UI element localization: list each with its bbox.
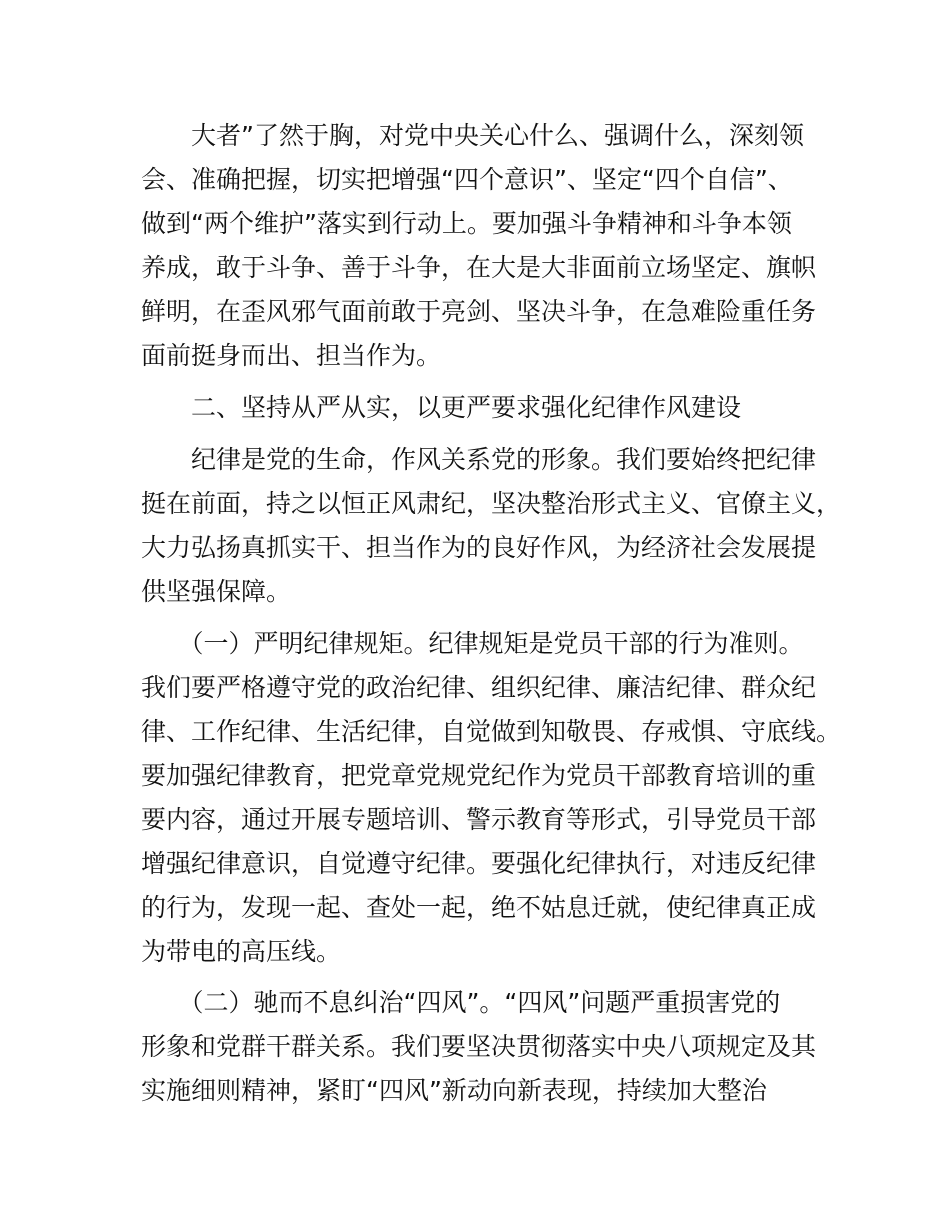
text-line: 养成，敢于斗争、善于斗争，在大是大非面前立场坚定、旗帜 xyxy=(141,253,817,282)
text-line: 形象和党群干群关系。我们要坚决贯彻落实中央八项规定及其 xyxy=(141,1032,817,1061)
text-line: 供坚强保障。 xyxy=(141,577,292,606)
text-line: 为带电的高压线。 xyxy=(141,937,342,966)
text-line: 鲜明，在歪风邪气面前敢于亮剑、坚决斗争，在急难险重任务 xyxy=(141,297,817,326)
text-line: 纪律是党的生命，作风关系党的形象。我们要始终把纪律 xyxy=(141,445,817,474)
text-line: 要加强纪律教育，把党章党规党纪作为党员干部教育培训的重 xyxy=(141,761,817,790)
text-line: 做到“两个维护”落实到行动上。要加强斗争精神和斗争本领 xyxy=(141,209,792,238)
text-line: （二）驰而不息纠治“四风”。“四风”问题严重损害党的 xyxy=(141,988,781,1017)
text-line: 我们要严格遵守党的政治纪律、组织纪律、廉洁纪律、群众纪 xyxy=(141,673,817,702)
text-line: 要内容，通过开展专题培训、警示教育等形式，引导党员干部 xyxy=(141,805,817,834)
text-line: 挺在前面，持之以恒正风肃纪，坚决整治形式主义、官僚主义， xyxy=(141,489,842,518)
text-line: 律、工作纪律、生活纪律，自觉做到知敬畏、存戒惧、守底线。 xyxy=(141,717,842,746)
text-line: 的行为，发现一起、查处一起，绝不姑息迁就，使纪律真正成 xyxy=(141,893,817,922)
text-line: 面前挺身而出、担当作为。 xyxy=(141,341,442,370)
text-line: （一）严明纪律规矩。纪律规矩是党员干部的行为准则。 xyxy=(141,629,804,658)
text-line: 大者”了然于胸，对党中央关心什么、强调什么，深刻领 xyxy=(141,121,804,150)
text-line: 大力弘扬真抓实干、担当作为的良好作风，为经济社会发展提 xyxy=(141,533,817,562)
section-heading: 二、坚持从严从实，以更严要求强化纪律作风建设 xyxy=(141,393,742,422)
text-line: 增强纪律意识，自觉遵守纪律。要强化纪律执行，对违反纪律 xyxy=(141,849,817,878)
text-line: 会、准确把握，切实把增强“四个意识”、坚定“四个自信”、 xyxy=(141,165,793,194)
text-line: 实施细则精神，紧盯“四风”新动向新表现，持续加大整治 xyxy=(141,1076,767,1105)
